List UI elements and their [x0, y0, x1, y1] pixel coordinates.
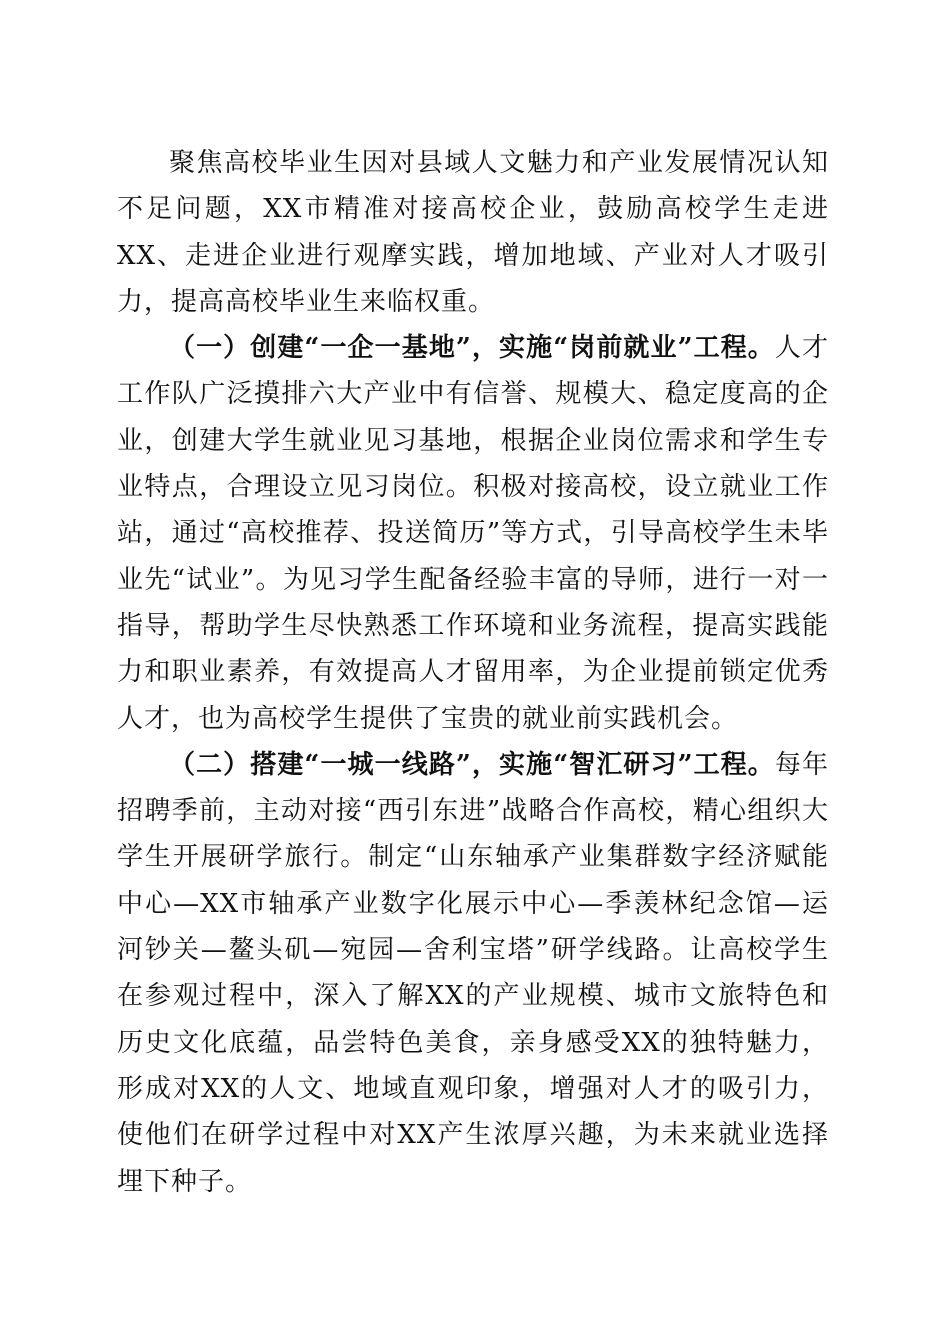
section-two-text: 每年招聘季前，主动对接“西引东进”战略合作高校，精心组织大学生开展研学旅行。制定“山东轴承产业集群数字经济赋能中心—XX市轴承产业数字化展示中心—季羡林纪念馆—运河钞关—鳌头矶—宛园—舍利宝塔”研学线路。让高校学生在参观过程中，深入了解XX的产业规模、城市文旅特色和历史文化底蕴，品尝特色美食，亲身感受XX的独特魅力，形成对XX的人文、地域直观印象，增强对人才的吸引力，使他们在研学过程中对XX产生浓厚兴趣，为未来就业选择埋下种子。: [117, 749, 829, 1197]
section-two-paragraph: [117, 742, 829, 1205]
section-one-paragraph: [117, 325, 829, 742]
section-one-text: 人才工作队广泛摸排六大产业中有信誉、规模大、稳定度高的企业，创建大学生就业见习基地，根据企业岗位需求和学生专业特点，合理设立见习岗位。积极对接高校，设立就业工作站，通过“高校推荐、投送简历”等方式，引导高校学生未毕业先“试业”。为见习学生配备经验丰富的导师，进行一对一指导，帮助学生尽快熟悉工作环境和业务流程，提高实践能力和职业素养，有效提高人才留用率，为企业提前锁定优秀人才，也为高校学生提供了宝贵的就业前实践机会。: [117, 333, 829, 734]
section-two-heading: （二）搭建“一城一线路”，实施“智汇研习”工程。: [169, 749, 775, 780]
section-one-heading: （一）创建“一企一基地”，实施“岗前就业”工程。: [169, 333, 775, 364]
intro-paragraph: [117, 140, 829, 325]
paragraph-text: 聚焦高校毕业生因对县域人文魅力和产业发展情况认知不足问题，XX市精准对接高校企业，鼓励高校学生走进XX、走进企业进行观摩实践，增加地域、产业对人才吸引力，提高高校毕业生来临权重。: [117, 148, 829, 317]
document-body: [117, 140, 829, 1205]
